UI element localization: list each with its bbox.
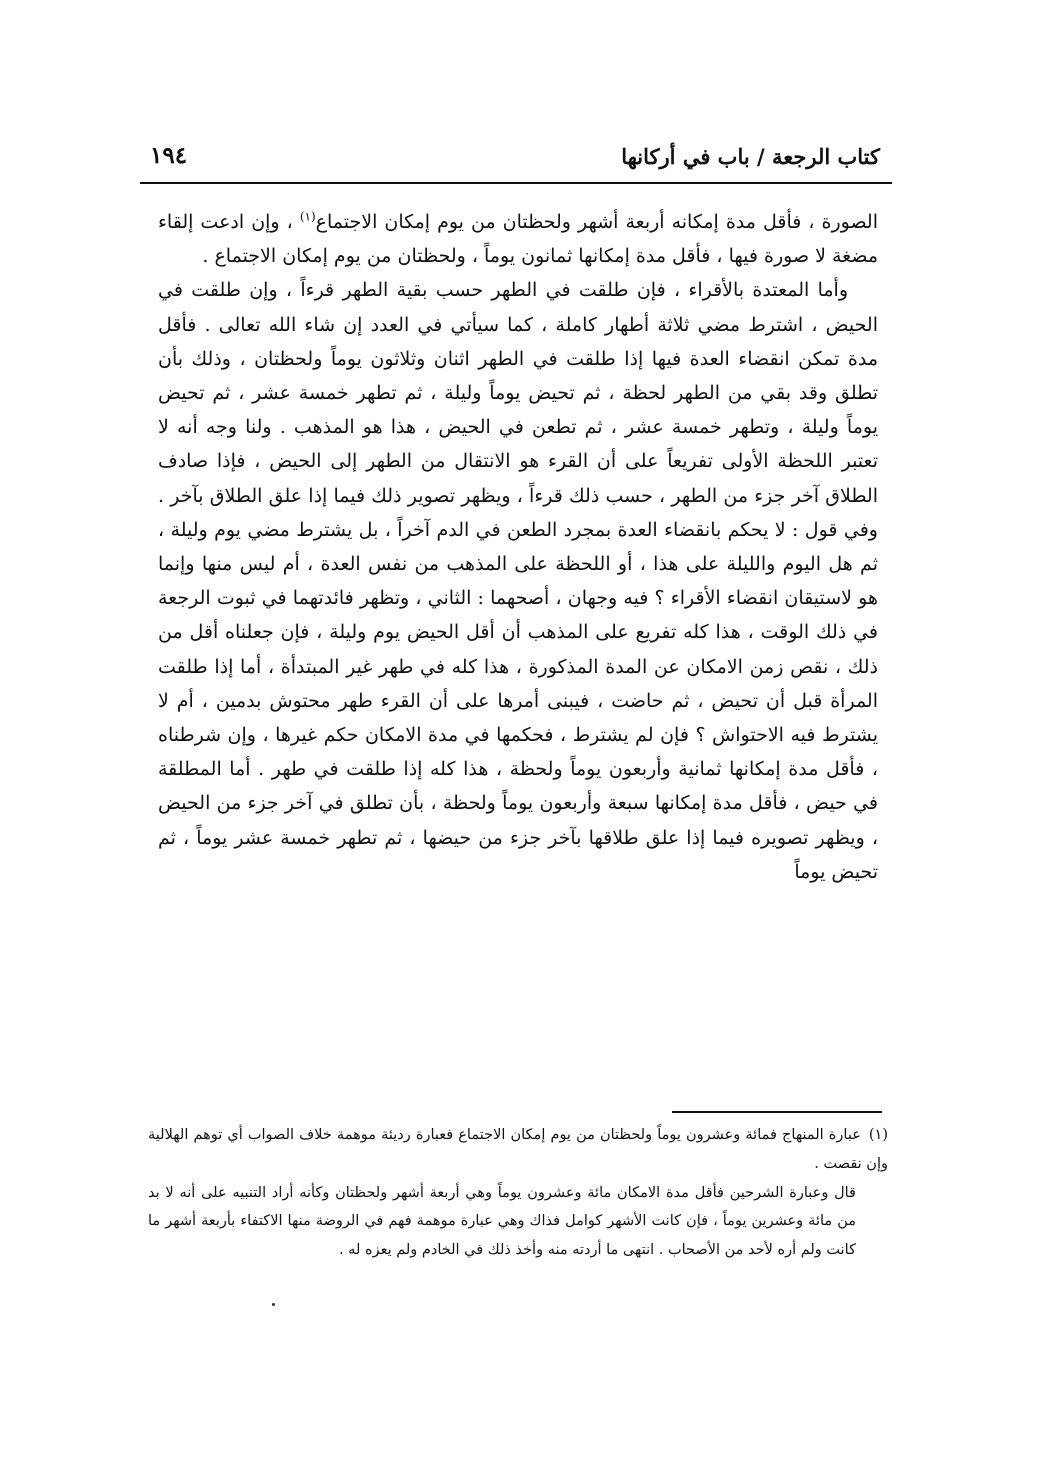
footnote-1-continuation: قال وعبارة الشرحين فأقل مدة الامكان مائة وعشرون يوماً وهي أربعة أشهر ولحظتان وكأنه أراد التنبيه على أنه لا بد من مائة وعشرين يوماً ، فإن كانت الأشهر كوامل فذاك وهي عبارة موهمة فهم في الروضة منها الاكتفاء بأربعة أشهر ما كانت ولم أره لأحد من الأصحاب . انتهى ما أردته منه وأخذ ذلك في الخادم ولم يعزه له . <box>148 1184 856 1259</box>
scan-speck <box>272 1303 275 1306</box>
footnote-reference[interactable]: (١) <box>299 209 316 224</box>
page-number: ١٩٤ <box>150 142 188 169</box>
main-text <box>158 205 878 889</box>
footnote-divider <box>672 1111 882 1113</box>
footnote-marker: (١) <box>868 1127 888 1143</box>
paragraph-1 <box>158 205 878 273</box>
paragraph-1-part-1: الصورة ، فأقل مدة إمكانه أربعة أشهر ولحظتان من يوم إمكان الاجتماع <box>315 211 878 233</box>
paragraph-1-part-2: ، وإن ادعت إلقاء مضغة لا صورة فيها ، فأقل مدة إمكانها ثمانون يوماً ، ولحظتان من يوم إمكان الاجتماع . <box>158 211 878 268</box>
footnotes <box>148 1121 888 1265</box>
paragraph-2: وأما المعتدة بالأقراء ، فإن طلقت في الطهر حسب بقية الطهر قرءاً ، وإن طلقت في الحيض ، اشترط مضي ثلاثة أطهار كاملة ، كما سيأتي في العدد إن شاء الله تعالى . فأقل مدة تمكن انقضاء العدة فيها إذا طلقت في الطهر اثنان وثلاثون يوماً ولحظتان ، وذلك بأن تطلق وقد بقي من الطهر لحظة ، ثم تحيض يوماً وليلة ، ثم تطهر خمسة عشر ، ثم تحيض يوماً وليلة ، وتطهر خمسة عشر ، ثم تطعن في الحيض ، هذا هو المذهب . ولنا وجه أنه لا تعتبر اللحظة الأولى تفريعاً على أن القرء هو الانتقال من الطهر إلى الحيض ، فإذا صادف الطلاق آخر جزء من الطهر ، حسب ذلك قرءاً ، ويظهر تصوير ذلك فيما إذا علق الطلاق بآخر . وفي قول : لا يحكم بانقضاء العدة بمجرد الطعن في الدم آخراً ، بل يشترط مضي يوم وليلة ، ثم هل اليوم والليلة على هذا ، أو اللحظة على المذهب من نفس العدة ، أم ليس منها وإنما هو لاستيقان انقضاء الأقراء ؟ فيه وجهان ، أصحهما : الثاني ، وتظهر فائدتهما في ثبوت الرجعة في ذلك الوقت ، هذا كله تفريع على المذهب أن أقل الحيض يوم وليلة ، فإن جعلناه أقل من ذلك ، نقص زمن الامكان عن المدة المذكورة ، هذا كله في طهر غير المبتدأة ، أما إذا طلقت المرأة قبل أن تحيض ، ثم حاضت ، فيبنى أمرها على أن القرء طهر محتوش بدمين ، أم لا يشترط فيه الاحتواش ؟ فإن لم يشترط ، فحكمها في مدة الامكان حكم غيرها ، وإن شرطناه ، فأقل مدة إمكانها ثمانية وأربعون يوماً ولحظة ، هذا كله إذا طلقت في طهر . أما المطلقة في حيض ، فأقل مدة إمكانها سبعة وأربعون يوماً ولحظة ، بأن تطلق في آخر جزء من الحيض ، ويظهر تصويره فيما إذا علق طلاقها بآخر جزء من حيضها ، ثم تطهر خمسة عشر يوماً ، ثم تحيض يوماً <box>158 279 878 883</box>
footnote-1-text: عبارة المنهاج فمائة وعشرون يوماً ولحظتان من يوم إمكان الاجتماع فعبارة رديئة موهمة خلاف الصواب أي توهم الهلالية وإن نقصت . <box>148 1127 888 1172</box>
header-divider <box>140 182 892 184</box>
running-header <box>140 140 892 184</box>
chapter-title: كتاب الرجعة / باب في أركانها <box>621 144 880 169</box>
footnote-1 <box>148 1121 888 1179</box>
